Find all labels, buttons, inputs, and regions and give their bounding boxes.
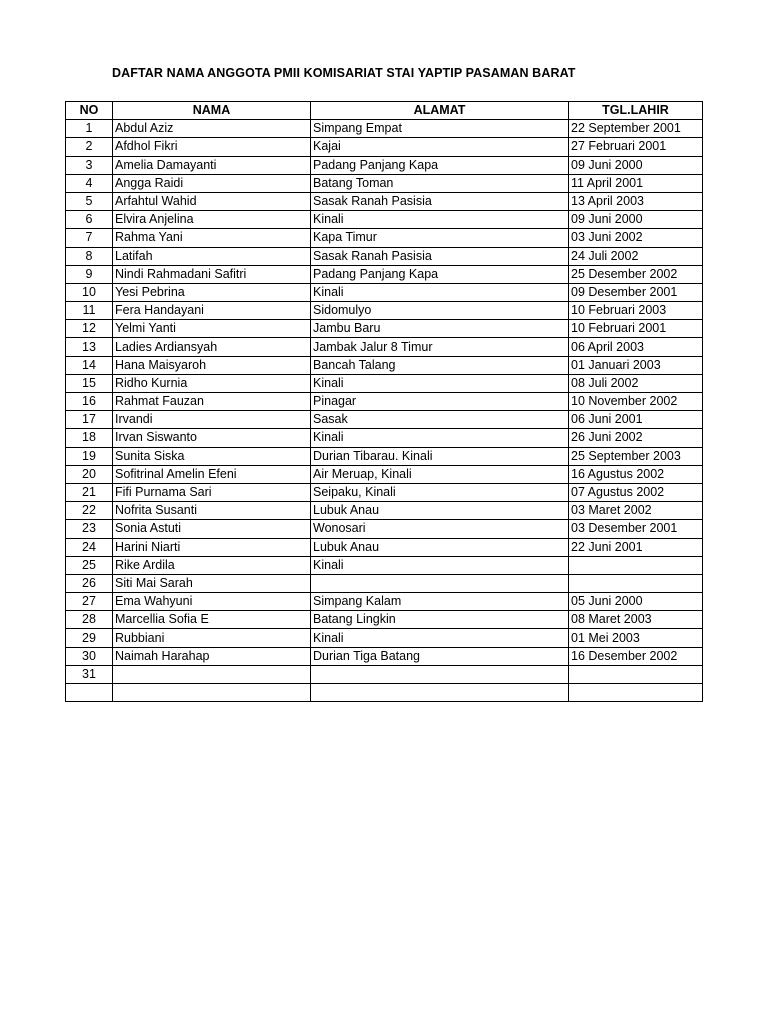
cell-no: 8: [66, 247, 113, 265]
cell-nama: Fifi Purnama Sari: [113, 483, 311, 501]
table-row: [66, 665, 703, 683]
cell-alamat: Padang Panjang Kapa: [311, 265, 569, 283]
table-row: [66, 192, 703, 210]
cell-no: 10: [66, 283, 113, 301]
header-tgl-lahir: TGL.LAHIR: [569, 102, 703, 120]
cell-nama: Rike Ardila: [113, 556, 311, 574]
table-row: [66, 320, 703, 338]
cell-nama: Irvan Siswanto: [113, 429, 311, 447]
cell-nama: Ridho Kurnia: [113, 374, 311, 392]
cell-no: 14: [66, 356, 113, 374]
cell-tgl-lahir: 25 Desember 2002: [569, 265, 703, 283]
cell-alamat: Pinagar: [311, 393, 569, 411]
cell-nama: Naimah Harahap: [113, 647, 311, 665]
table-row: [66, 684, 703, 702]
cell-no: [66, 684, 113, 702]
table-body: [66, 120, 703, 702]
cell-nama: Ema Wahyuni: [113, 593, 311, 611]
table-row: [66, 393, 703, 411]
cell-nama: Siti Mai Sarah: [113, 574, 311, 592]
cell-no: 5: [66, 192, 113, 210]
cell-alamat: Bancah Talang: [311, 356, 569, 374]
table-row: [66, 265, 703, 283]
table-row: [66, 174, 703, 192]
cell-alamat: [311, 684, 569, 702]
cell-nama: Hana Maisyaroh: [113, 356, 311, 374]
cell-tgl-lahir: 08 Maret 2003: [569, 611, 703, 629]
cell-tgl-lahir: 09 Juni 2000: [569, 156, 703, 174]
cell-nama: Marcellia Sofia E: [113, 611, 311, 629]
cell-tgl-lahir: 11 April 2001: [569, 174, 703, 192]
cell-nama: Nofrita Susanti: [113, 502, 311, 520]
table-row: [66, 574, 703, 592]
cell-alamat: Kinali: [311, 556, 569, 574]
cell-alamat: Kapa Timur: [311, 229, 569, 247]
table-row: [66, 647, 703, 665]
cell-alamat: Simpang Empat: [311, 120, 569, 138]
cell-tgl-lahir: 09 Juni 2000: [569, 211, 703, 229]
cell-no: 19: [66, 447, 113, 465]
cell-nama: Yelmi Yanti: [113, 320, 311, 338]
cell-alamat: Jambak Jalur 8 Timur: [311, 338, 569, 356]
cell-tgl-lahir: 22 Juni 2001: [569, 538, 703, 556]
cell-alamat: Seipaku, Kinali: [311, 483, 569, 501]
cell-no: 28: [66, 611, 113, 629]
page-title: DAFTAR NAMA ANGGOTA PMII KOMISARIAT STAI YAPTIP PASAMAN BARAT: [112, 66, 576, 80]
cell-no: 7: [66, 229, 113, 247]
cell-tgl-lahir: 05 Juni 2000: [569, 593, 703, 611]
cell-no: 23: [66, 520, 113, 538]
cell-alamat: Durian Tiga Batang: [311, 647, 569, 665]
table-row: [66, 120, 703, 138]
table-row: [66, 520, 703, 538]
header-alamat: ALAMAT: [311, 102, 569, 120]
cell-no: 17: [66, 411, 113, 429]
cell-nama: Sofitrinal Amelin Efeni: [113, 465, 311, 483]
cell-tgl-lahir: [569, 556, 703, 574]
cell-alamat: Kajai: [311, 138, 569, 156]
cell-no: 1: [66, 120, 113, 138]
cell-no: 12: [66, 320, 113, 338]
cell-tgl-lahir: [569, 665, 703, 683]
cell-nama: Irvandi: [113, 411, 311, 429]
cell-alamat: Lubuk Anau: [311, 502, 569, 520]
cell-no: 26: [66, 574, 113, 592]
cell-alamat: Sasak Ranah Pasisia: [311, 247, 569, 265]
cell-alamat: Batang Lingkin: [311, 611, 569, 629]
cell-nama: [113, 684, 311, 702]
table-row: [66, 465, 703, 483]
table-row: [66, 483, 703, 501]
cell-tgl-lahir: 10 Februari 2001: [569, 320, 703, 338]
table-row: [66, 429, 703, 447]
cell-alamat: Kinali: [311, 211, 569, 229]
cell-nama: Ladies Ardiansyah: [113, 338, 311, 356]
cell-nama: [113, 665, 311, 683]
table-row: [66, 302, 703, 320]
table-row: [66, 338, 703, 356]
cell-alamat: Kinali: [311, 429, 569, 447]
member-table: [65, 101, 703, 702]
cell-tgl-lahir: 06 April 2003: [569, 338, 703, 356]
cell-no: 27: [66, 593, 113, 611]
cell-tgl-lahir: 13 April 2003: [569, 192, 703, 210]
cell-tgl-lahir: 03 Desember 2001: [569, 520, 703, 538]
cell-nama: Abdul Aziz: [113, 120, 311, 138]
cell-tgl-lahir: 24 Juli 2002: [569, 247, 703, 265]
cell-alamat: Sasak Ranah Pasisia: [311, 192, 569, 210]
cell-no: 18: [66, 429, 113, 447]
cell-no: 2: [66, 138, 113, 156]
cell-alamat: Padang Panjang Kapa: [311, 156, 569, 174]
table-row: [66, 556, 703, 574]
cell-tgl-lahir: 16 Agustus 2002: [569, 465, 703, 483]
cell-tgl-lahir: 03 Juni 2002: [569, 229, 703, 247]
cell-alamat: Kinali: [311, 283, 569, 301]
cell-nama: Angga Raidi: [113, 174, 311, 192]
cell-no: 11: [66, 302, 113, 320]
cell-no: 25: [66, 556, 113, 574]
cell-alamat: Durian Tibarau. Kinali: [311, 447, 569, 465]
cell-tgl-lahir: 27 Februari 2001: [569, 138, 703, 156]
cell-tgl-lahir: 06 Juni 2001: [569, 411, 703, 429]
table-row: [66, 629, 703, 647]
cell-tgl-lahir: 10 Februari 2003: [569, 302, 703, 320]
cell-alamat: Kinali: [311, 374, 569, 392]
table-row: [66, 138, 703, 156]
table-row: [66, 538, 703, 556]
cell-no: 15: [66, 374, 113, 392]
cell-nama: Rahmat Fauzan: [113, 393, 311, 411]
table-row: [66, 211, 703, 229]
table-row: [66, 283, 703, 301]
cell-alamat: Wonosari: [311, 520, 569, 538]
cell-no: 6: [66, 211, 113, 229]
cell-tgl-lahir: 26 Juni 2002: [569, 429, 703, 447]
cell-tgl-lahir: [569, 574, 703, 592]
cell-alamat: Batang Toman: [311, 174, 569, 192]
cell-tgl-lahir: 09 Desember 2001: [569, 283, 703, 301]
cell-tgl-lahir: 01 Mei 2003: [569, 629, 703, 647]
cell-alamat: Kinali: [311, 629, 569, 647]
cell-no: 21: [66, 483, 113, 501]
cell-alamat: Air Meruap, Kinali: [311, 465, 569, 483]
cell-no: 16: [66, 393, 113, 411]
cell-alamat: Sidomulyo: [311, 302, 569, 320]
cell-nama: Amelia Damayanti: [113, 156, 311, 174]
cell-tgl-lahir: 16 Desember 2002: [569, 647, 703, 665]
table-row: [66, 593, 703, 611]
cell-nama: Arfahtul Wahid: [113, 192, 311, 210]
cell-no: 24: [66, 538, 113, 556]
table-row: [66, 374, 703, 392]
cell-no: 22: [66, 502, 113, 520]
cell-nama: Sonia Astuti: [113, 520, 311, 538]
table-row: [66, 247, 703, 265]
cell-tgl-lahir: 08 Juli 2002: [569, 374, 703, 392]
cell-tgl-lahir: 03 Maret 2002: [569, 502, 703, 520]
table-header: [66, 102, 703, 120]
cell-no: 31: [66, 665, 113, 683]
cell-tgl-lahir: 01 Januari 2003: [569, 356, 703, 374]
header-no: NO: [66, 102, 113, 120]
cell-no: 9: [66, 265, 113, 283]
cell-alamat: Simpang Kalam: [311, 593, 569, 611]
cell-no: 13: [66, 338, 113, 356]
table-row: [66, 611, 703, 629]
cell-tgl-lahir: 07 Agustus 2002: [569, 483, 703, 501]
cell-nama: Rahma Yani: [113, 229, 311, 247]
table-row: [66, 447, 703, 465]
cell-alamat: [311, 665, 569, 683]
header-row: [66, 102, 703, 120]
cell-nama: Latifah: [113, 247, 311, 265]
cell-nama: Afdhol Fikri: [113, 138, 311, 156]
header-nama: NAMA: [113, 102, 311, 120]
cell-alamat: [311, 574, 569, 592]
table-row: [66, 356, 703, 374]
cell-tgl-lahir: 10 November 2002: [569, 393, 703, 411]
cell-no: 3: [66, 156, 113, 174]
cell-nama: Sunita Siska: [113, 447, 311, 465]
cell-no: 4: [66, 174, 113, 192]
cell-tgl-lahir: 25 September 2003: [569, 447, 703, 465]
cell-tgl-lahir: [569, 684, 703, 702]
cell-nama: Rubbiani: [113, 629, 311, 647]
cell-nama: Harini Niarti: [113, 538, 311, 556]
table-row: [66, 502, 703, 520]
cell-tgl-lahir: 22 September 2001: [569, 120, 703, 138]
table-row: [66, 411, 703, 429]
table-row: [66, 229, 703, 247]
cell-no: 20: [66, 465, 113, 483]
cell-no: 29: [66, 629, 113, 647]
cell-no: 30: [66, 647, 113, 665]
cell-nama: Elvira Anjelina: [113, 211, 311, 229]
cell-alamat: Sasak: [311, 411, 569, 429]
cell-nama: Nindi Rahmadani Safitri: [113, 265, 311, 283]
cell-alamat: Lubuk Anau: [311, 538, 569, 556]
table-row: [66, 156, 703, 174]
cell-alamat: Jambu Baru: [311, 320, 569, 338]
cell-nama: Fera Handayani: [113, 302, 311, 320]
cell-nama: Yesi Pebrina: [113, 283, 311, 301]
